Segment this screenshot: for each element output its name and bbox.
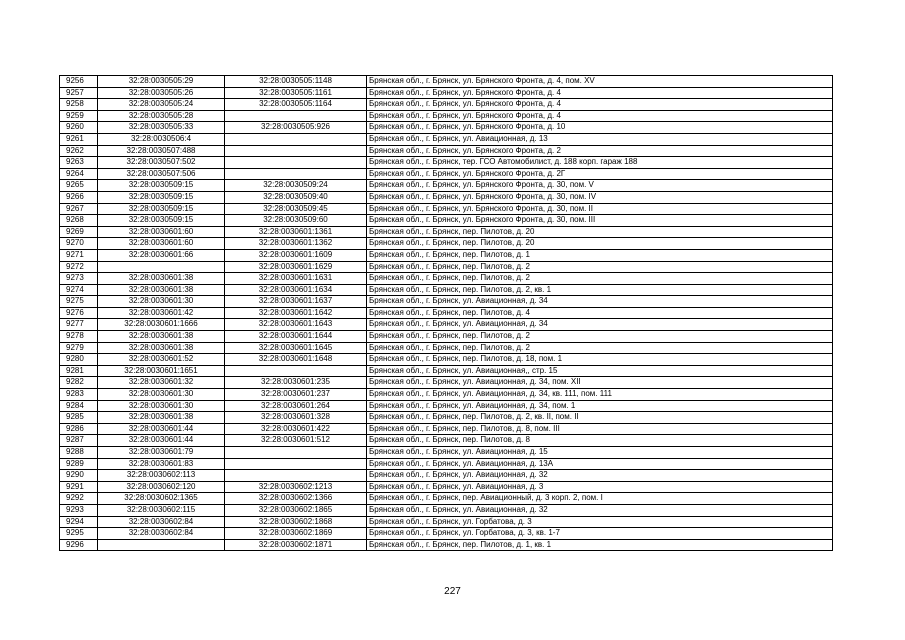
row-number-cell: 9288 xyxy=(60,447,98,459)
object-number-cell: 32:28:0030601:1637 xyxy=(225,296,367,308)
address-cell: Брянская обл., г. Брянск, пер. Пилотов, д. 18, пом. 1 xyxy=(367,354,833,366)
cadastral-number-cell xyxy=(98,261,225,273)
cadastral-number-cell: 32:28:0030601:1651 xyxy=(98,365,225,377)
address-cell: Брянская обл., г. Брянск, ул. Брянского Фронта, д. 4 xyxy=(367,99,833,111)
row-number-cell: 9292 xyxy=(60,493,98,505)
row-number-cell: 9295 xyxy=(60,528,98,540)
table-row xyxy=(60,319,833,331)
cadastral-number-cell: 32:28:0030509:15 xyxy=(98,180,225,192)
cadastral-number-cell: 32:28:0030602:1365 xyxy=(98,493,225,505)
address-cell: Брянская обл., г. Брянск, пер. Пилотов, д. 20 xyxy=(367,226,833,238)
object-number-cell xyxy=(225,365,367,377)
table-row xyxy=(60,157,833,169)
address-cell: Брянская обл., г. Брянск, пер. Пилотов, д. 2 xyxy=(367,273,833,285)
object-number-cell: 32:28:0030601:1609 xyxy=(225,249,367,261)
address-cell: Брянская обл., г. Брянск, ул. Горбатова, д. 3, кв. 1-7 xyxy=(367,528,833,540)
address-cell: Брянская обл., г. Брянск, ул. Брянского Фронта, д. 2 xyxy=(367,145,833,157)
table-row xyxy=(60,539,833,551)
address-cell: Брянская обл., г. Брянск, ул. Авиационная, д. 34 xyxy=(367,319,833,331)
cadastral-number-cell: 32:28:0030601:79 xyxy=(98,447,225,459)
cadastral-number-cell: 32:28:0030601:38 xyxy=(98,412,225,424)
row-number-cell: 9284 xyxy=(60,400,98,412)
object-number-cell: 32:28:0030509:24 xyxy=(225,180,367,192)
table-row xyxy=(60,389,833,401)
table-row xyxy=(60,307,833,319)
address-cell: Брянская обл., г. Брянск, ул. Авиационная, д. 34, кв. 111, пом. 111 xyxy=(367,389,833,401)
object-number-cell: 32:28:0030601:1648 xyxy=(225,354,367,366)
object-number-cell: 32:28:0030601:422 xyxy=(225,423,367,435)
registry-table-body xyxy=(60,76,833,551)
object-number-cell: 32:28:0030505:926 xyxy=(225,122,367,134)
cadastral-number-cell: 32:28:0030601:30 xyxy=(98,389,225,401)
address-cell: Брянская обл., г. Брянск, пер. Пилотов, д. 8, пом. III xyxy=(367,423,833,435)
address-cell: Брянская обл., г. Брянск, пер. Пилотов, д. 2 xyxy=(367,342,833,354)
address-cell: Брянская обл., г. Брянск, ул. Брянского Фронта, д. 10 xyxy=(367,122,833,134)
address-cell: Брянская обл., г. Брянск, пер. Пилотов, д. 2, кв. 1 xyxy=(367,284,833,296)
object-number-cell: 32:28:0030601:328 xyxy=(225,412,367,424)
cadastral-number-cell: 32:28:0030509:15 xyxy=(98,191,225,203)
table-row xyxy=(60,504,833,516)
address-cell: Брянская обл., г. Брянск, пер. Авиационный, д. 3 корп. 2, пом. I xyxy=(367,493,833,505)
object-number-cell: 32:28:0030509:60 xyxy=(225,215,367,227)
cadastral-number-cell: 32:28:0030601:38 xyxy=(98,273,225,285)
table-row xyxy=(60,377,833,389)
row-number-cell: 9267 xyxy=(60,203,98,215)
address-cell: Брянская обл., г. Брянск, ул. Брянского Фронта, д. 30, пом. II xyxy=(367,203,833,215)
cadastral-number-cell: 32:28:0030601:44 xyxy=(98,423,225,435)
table-row xyxy=(60,261,833,273)
row-number-cell: 9264 xyxy=(60,168,98,180)
object-number-cell: 32:28:0030505:1164 xyxy=(225,99,367,111)
address-cell: Брянская обл., г. Брянск, пер. Пилотов, д. 2 xyxy=(367,261,833,273)
address-cell: Брянская обл., г. Брянск, ул. Брянского Фронта, д. 2Г xyxy=(367,168,833,180)
row-number-cell: 9276 xyxy=(60,307,98,319)
table-row xyxy=(60,528,833,540)
row-number-cell: 9270 xyxy=(60,238,98,250)
cadastral-number-cell: 32:28:0030506:4 xyxy=(98,133,225,145)
table-row xyxy=(60,238,833,250)
object-number-cell xyxy=(225,110,367,122)
address-cell: Брянская обл., г. Брянск, ул. Брянского Фронта, д. 4 xyxy=(367,110,833,122)
object-number-cell: 32:28:0030601:237 xyxy=(225,389,367,401)
cadastral-number-cell: 32:28:0030601:52 xyxy=(98,354,225,366)
row-number-cell: 9275 xyxy=(60,296,98,308)
object-number-cell: 32:28:0030602:1868 xyxy=(225,516,367,528)
cadastral-number-cell: 32:28:0030507:506 xyxy=(98,168,225,180)
row-number-cell: 9279 xyxy=(60,342,98,354)
cadastral-number-cell: 32:28:0030601:42 xyxy=(98,307,225,319)
row-number-cell: 9296 xyxy=(60,539,98,551)
table-row xyxy=(60,423,833,435)
table-row xyxy=(60,447,833,459)
table-row xyxy=(60,435,833,447)
table-row xyxy=(60,226,833,238)
table-row xyxy=(60,191,833,203)
cadastral-number-cell: 32:28:0030505:26 xyxy=(98,87,225,99)
table-row xyxy=(60,99,833,111)
row-number-cell: 9269 xyxy=(60,226,98,238)
table-row xyxy=(60,470,833,482)
row-number-cell: 9260 xyxy=(60,122,98,134)
table-row xyxy=(60,354,833,366)
object-number-cell xyxy=(225,133,367,145)
table-row xyxy=(60,458,833,470)
address-cell: Брянская обл., г. Брянск, ул. Авиационная, д. 34, пом. 1 xyxy=(367,400,833,412)
row-number-cell: 9281 xyxy=(60,365,98,377)
table-row xyxy=(60,481,833,493)
address-cell: Брянская обл., г. Брянск, ул. Авиационная, д. 32 xyxy=(367,470,833,482)
address-cell: Брянская обл., г. Брянск, ул. Авиационная, д. 32 xyxy=(367,504,833,516)
cadastral-number-cell: 32:28:0030602:84 xyxy=(98,528,225,540)
object-number-cell: 32:28:0030601:235 xyxy=(225,377,367,389)
object-number-cell xyxy=(225,145,367,157)
table-row xyxy=(60,284,833,296)
row-number-cell: 9294 xyxy=(60,516,98,528)
row-number-cell: 9285 xyxy=(60,412,98,424)
address-cell: Брянская обл., г. Брянск, ул. Брянского Фронта, д. 30, пом. III xyxy=(367,215,833,227)
row-number-cell: 9287 xyxy=(60,435,98,447)
table-row xyxy=(60,87,833,99)
row-number-cell: 9261 xyxy=(60,133,98,145)
registry-table xyxy=(59,75,833,551)
row-number-cell: 9259 xyxy=(60,110,98,122)
object-number-cell: 32:28:0030509:45 xyxy=(225,203,367,215)
row-number-cell: 9263 xyxy=(60,157,98,169)
object-number-cell: 32:28:0030602:1366 xyxy=(225,493,367,505)
table-row xyxy=(60,296,833,308)
address-cell: Брянская обл., г. Брянск, пер. Пилотов, д. 20 xyxy=(367,238,833,250)
address-cell: Брянская обл., г. Брянск, ул. Авиационная, д. 34 xyxy=(367,296,833,308)
row-number-cell: 9258 xyxy=(60,99,98,111)
object-number-cell: 32:28:0030601:1362 xyxy=(225,238,367,250)
table-row xyxy=(60,516,833,528)
cadastral-number-cell: 32:28:0030602:115 xyxy=(98,504,225,516)
address-cell: Брянская обл., г. Брянск, тер. ГСО Автомобилист, д. 188 корп. гараж 188 xyxy=(367,157,833,169)
table-row xyxy=(60,122,833,134)
row-number-cell: 9293 xyxy=(60,504,98,516)
address-cell: Брянская обл., г. Брянск, ул. Авиационная, д. 13А xyxy=(367,458,833,470)
object-number-cell: 32:28:0030601:1643 xyxy=(225,319,367,331)
object-number-cell: 32:28:0030601:1642 xyxy=(225,307,367,319)
object-number-cell xyxy=(225,447,367,459)
object-number-cell: 32:28:0030601:1629 xyxy=(225,261,367,273)
cadastral-number-cell: 32:28:0030601:44 xyxy=(98,435,225,447)
object-number-cell: 32:28:0030601:264 xyxy=(225,400,367,412)
address-cell: Брянская обл., г. Брянск, пер. Пилотов, д. 4 xyxy=(367,307,833,319)
table-row xyxy=(60,76,833,88)
row-number-cell: 9289 xyxy=(60,458,98,470)
address-cell: Брянская обл., г. Брянск, пер. Пилотов, д. 8 xyxy=(367,435,833,447)
cadastral-number-cell: 32:28:0030601:38 xyxy=(98,331,225,343)
cadastral-number-cell: 32:28:0030505:24 xyxy=(98,99,225,111)
row-number-cell: 9271 xyxy=(60,249,98,261)
cadastral-number-cell: 32:28:0030509:15 xyxy=(98,203,225,215)
table-row xyxy=(60,331,833,343)
object-number-cell: 32:28:0030509:40 xyxy=(225,191,367,203)
address-cell: Брянская обл., г. Брянск, ул. Брянского Фронта, д. 4 xyxy=(367,87,833,99)
cadastral-number-cell: 32:28:0030601:30 xyxy=(98,400,225,412)
table-row xyxy=(60,365,833,377)
address-cell: Брянская обл., г. Брянск, ул. Авиационная,, стр. 15 xyxy=(367,365,833,377)
row-number-cell: 9273 xyxy=(60,273,98,285)
cadastral-number-cell: 32:28:0030505:28 xyxy=(98,110,225,122)
cadastral-number-cell: 32:28:0030601:30 xyxy=(98,296,225,308)
object-number-cell: 32:28:0030505:1161 xyxy=(225,87,367,99)
cadastral-number-cell: 32:28:0030602:113 xyxy=(98,470,225,482)
table-row xyxy=(60,493,833,505)
object-number-cell: 32:28:0030601:1645 xyxy=(225,342,367,354)
object-number-cell xyxy=(225,168,367,180)
table-row xyxy=(60,249,833,261)
table-row xyxy=(60,215,833,227)
address-cell: Брянская обл., г. Брянск, ул. Авиационная, д. 15 xyxy=(367,447,833,459)
object-number-cell: 32:28:0030601:1631 xyxy=(225,273,367,285)
cadastral-number-cell: 32:28:0030505:33 xyxy=(98,122,225,134)
cadastral-number-cell: 32:28:0030507:502 xyxy=(98,157,225,169)
cadastral-number-cell: 32:28:0030505:29 xyxy=(98,76,225,88)
cadastral-number-cell: 32:28:0030601:60 xyxy=(98,238,225,250)
row-number-cell: 9280 xyxy=(60,354,98,366)
object-number-cell xyxy=(225,458,367,470)
row-number-cell: 9290 xyxy=(60,470,98,482)
row-number-cell: 9266 xyxy=(60,191,98,203)
row-number-cell: 9278 xyxy=(60,331,98,343)
page-number: 227 xyxy=(444,586,461,597)
object-number-cell: 32:28:0030602:1865 xyxy=(225,504,367,516)
row-number-cell: 9256 xyxy=(60,76,98,88)
cadastral-number-cell: 32:28:0030507:488 xyxy=(98,145,225,157)
row-number-cell: 9257 xyxy=(60,87,98,99)
address-cell: Брянская обл., г. Брянск, пер. Пилотов, д. 2 xyxy=(367,331,833,343)
table-row xyxy=(60,400,833,412)
cadastral-number-cell: 32:28:0030601:38 xyxy=(98,342,225,354)
object-number-cell: 32:28:0030601:1634 xyxy=(225,284,367,296)
object-number-cell: 32:28:0030601:1644 xyxy=(225,331,367,343)
row-number-cell: 9291 xyxy=(60,481,98,493)
object-number-cell: 32:28:0030602:1871 xyxy=(225,539,367,551)
cadastral-number-cell: 32:28:0030602:120 xyxy=(98,481,225,493)
cadastral-number-cell: 32:28:0030601:38 xyxy=(98,284,225,296)
object-number-cell: 32:28:0030602:1869 xyxy=(225,528,367,540)
table-row xyxy=(60,133,833,145)
cadastral-number-cell: 32:28:0030601:66 xyxy=(98,249,225,261)
object-number-cell: 32:28:0030602:1213 xyxy=(225,481,367,493)
table-row xyxy=(60,342,833,354)
address-cell: Брянская обл., г. Брянск, ул. Горбатова, д. 3 xyxy=(367,516,833,528)
address-cell: Брянская обл., г. Брянск, пер. Пилотов, д. 1, кв. 1 xyxy=(367,539,833,551)
address-cell: Брянская обл., г. Брянск, ул. Авиационная, д. 13 xyxy=(367,133,833,145)
row-number-cell: 9286 xyxy=(60,423,98,435)
table-row xyxy=(60,203,833,215)
row-number-cell: 9265 xyxy=(60,180,98,192)
address-cell: Брянская обл., г. Брянск, ул. Брянского Фронта, д. 30, пом. V xyxy=(367,180,833,192)
cadastral-number-cell: 32:28:0030601:1666 xyxy=(98,319,225,331)
table-row xyxy=(60,168,833,180)
table-row xyxy=(60,110,833,122)
row-number-cell: 9274 xyxy=(60,284,98,296)
row-number-cell: 9272 xyxy=(60,261,98,273)
address-cell: Брянская обл., г. Брянск, пер. Пилотов, д. 2, кв. II, пом. II xyxy=(367,412,833,424)
table-row xyxy=(60,145,833,157)
row-number-cell: 9282 xyxy=(60,377,98,389)
row-number-cell: 9262 xyxy=(60,145,98,157)
address-cell: Брянская обл., г. Брянск, ул. Брянского Фронта, д. 4, пом. XV xyxy=(367,76,833,88)
row-number-cell: 9283 xyxy=(60,389,98,401)
object-number-cell: 32:28:0030601:1361 xyxy=(225,226,367,238)
table-row xyxy=(60,273,833,285)
object-number-cell: 32:28:0030505:1148 xyxy=(225,76,367,88)
table-row xyxy=(60,180,833,192)
cadastral-number-cell: 32:28:0030509:15 xyxy=(98,215,225,227)
address-cell: Брянская обл., г. Брянск, ул. Брянского Фронта, д. 30, пом. IV xyxy=(367,191,833,203)
cadastral-number-cell: 32:28:0030602:84 xyxy=(98,516,225,528)
table-row xyxy=(60,412,833,424)
row-number-cell: 9268 xyxy=(60,215,98,227)
cadastral-number-cell: 32:28:0030601:83 xyxy=(98,458,225,470)
cadastral-number-cell: 32:28:0030601:60 xyxy=(98,226,225,238)
address-cell: Брянская обл., г. Брянск, ул. Авиационная, д. 3 xyxy=(367,481,833,493)
object-number-cell: 32:28:0030601:512 xyxy=(225,435,367,447)
object-number-cell xyxy=(225,157,367,169)
address-cell: Брянская обл., г. Брянск, пер. Пилотов, д. 1 xyxy=(367,249,833,261)
row-number-cell: 9277 xyxy=(60,319,98,331)
cadastral-number-cell: 32:28:0030601:32 xyxy=(98,377,225,389)
object-number-cell xyxy=(225,470,367,482)
address-cell: Брянская обл., г. Брянск, ул. Авиационная, д. 34, пом. XII xyxy=(367,377,833,389)
cadastral-number-cell xyxy=(98,539,225,551)
